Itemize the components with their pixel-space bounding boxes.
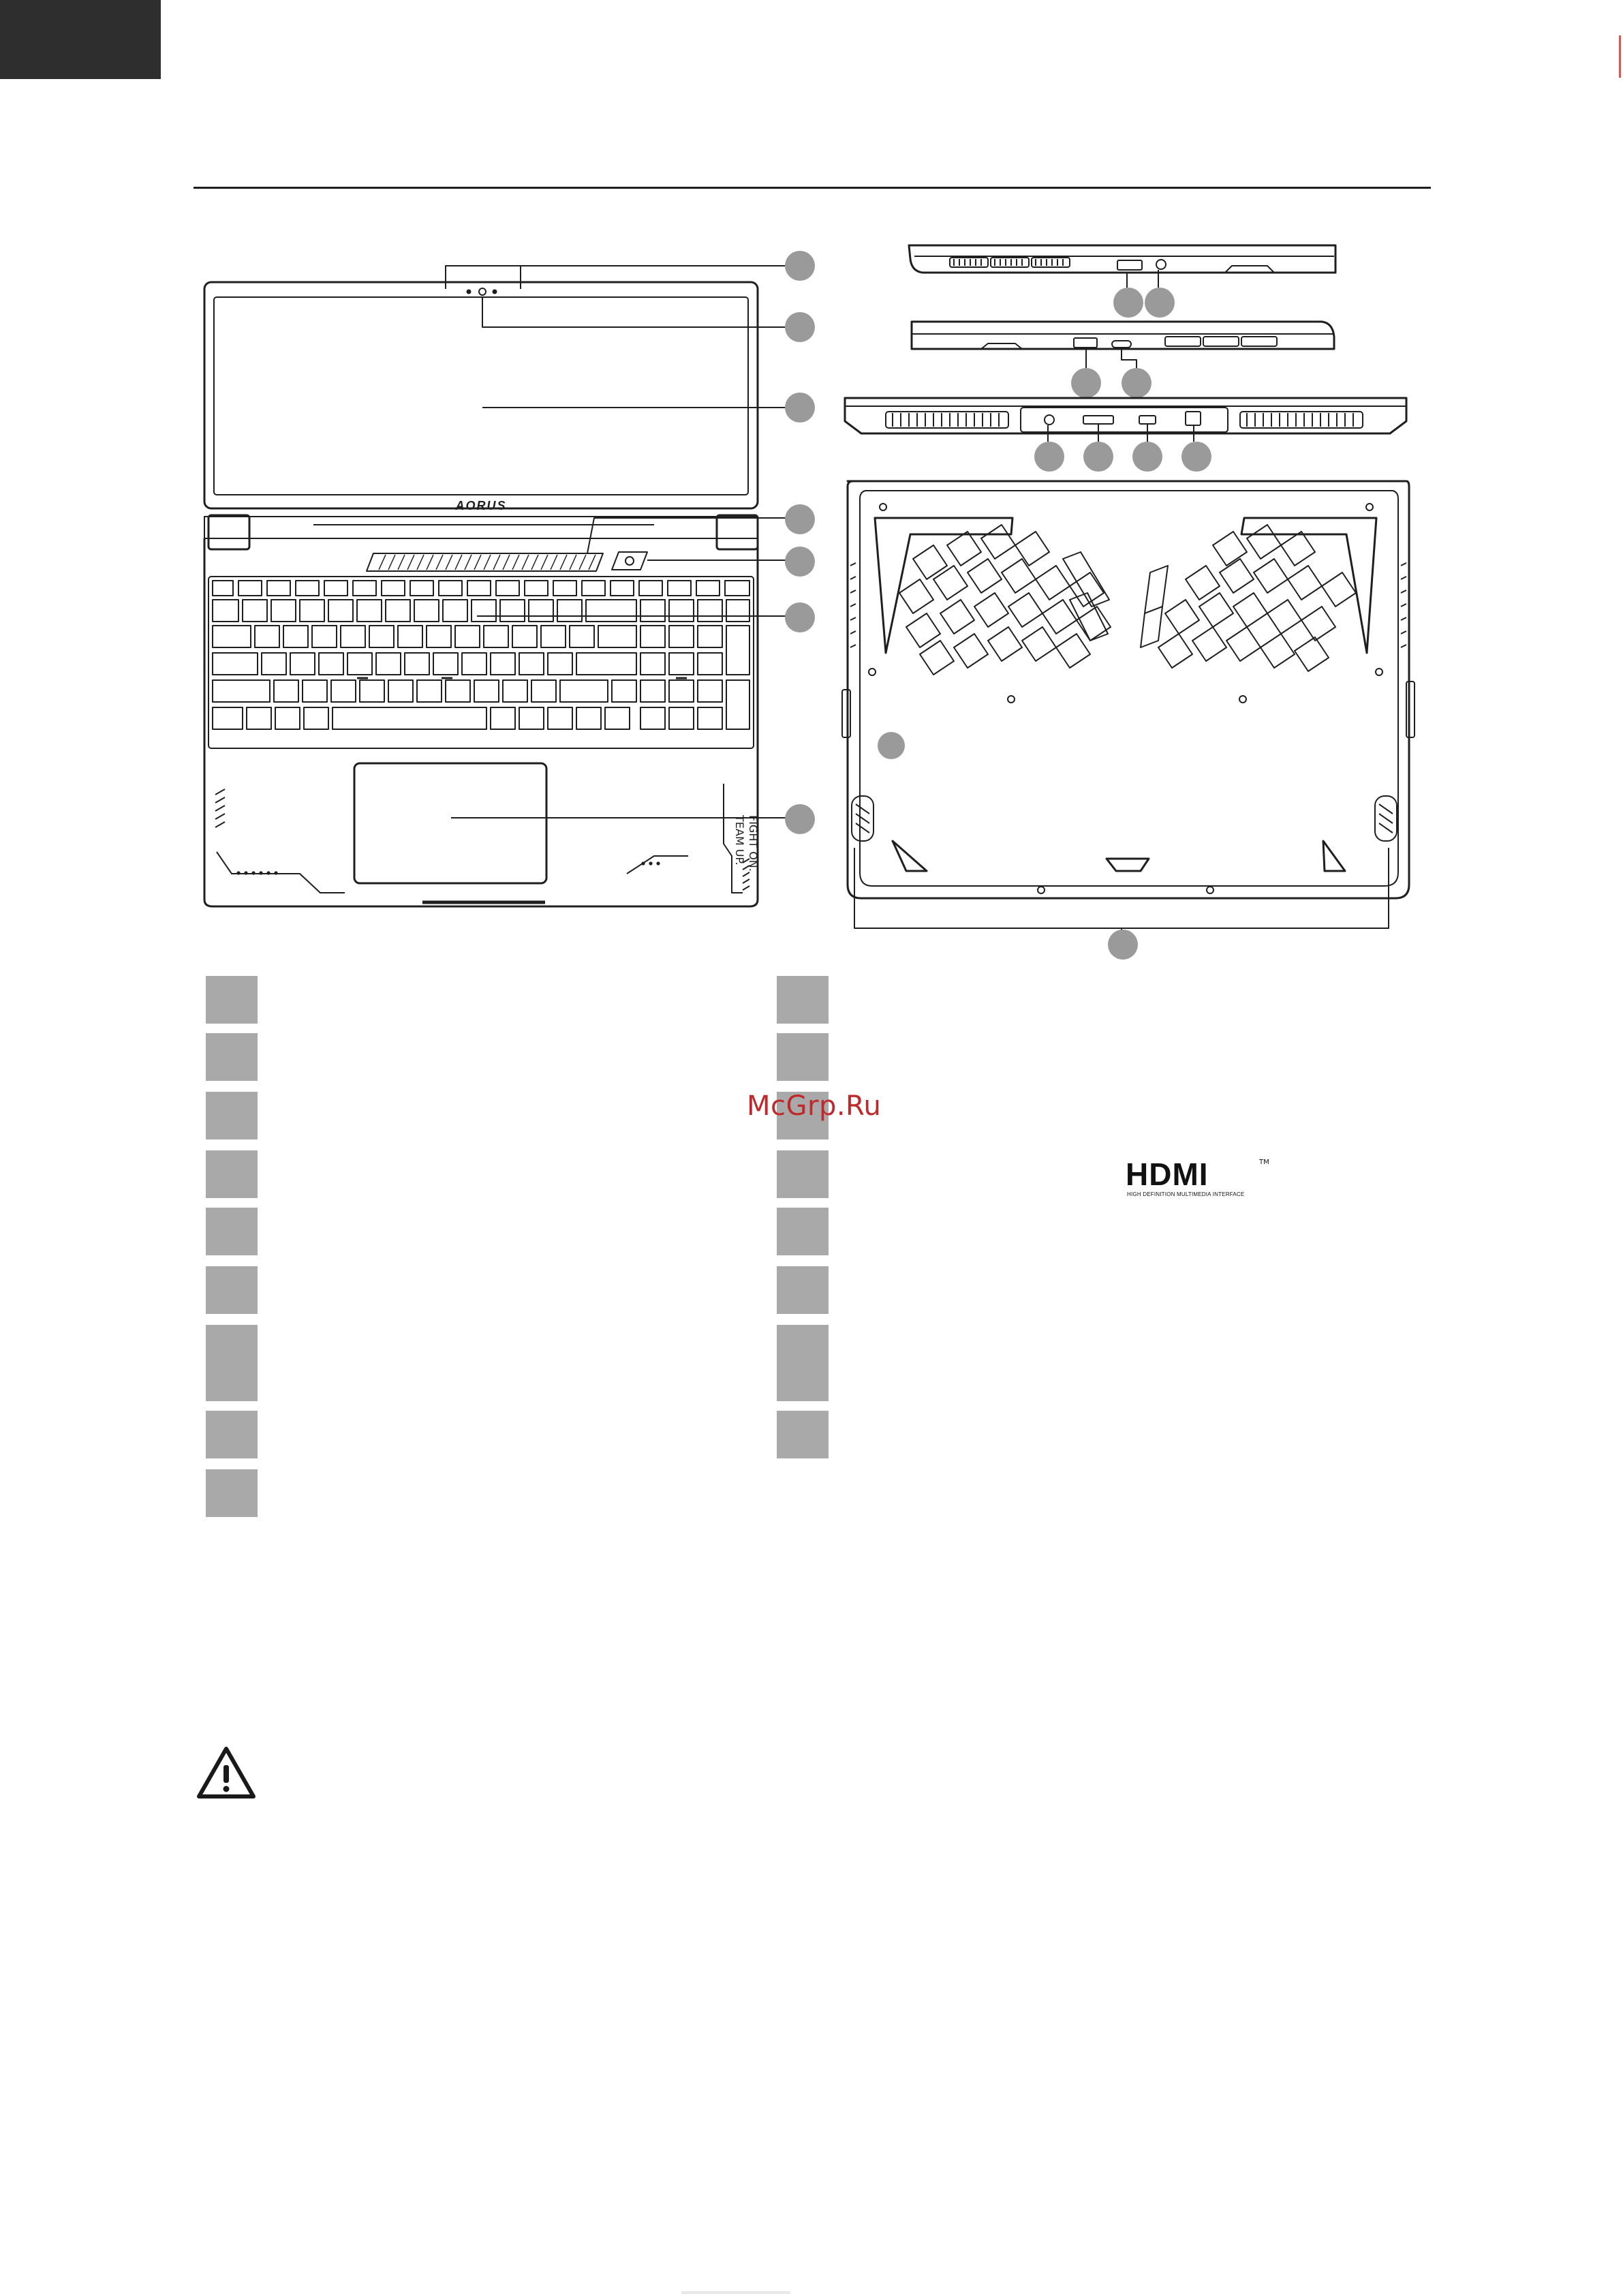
callout-lines-left [446, 266, 799, 818]
speaker-callout [1108, 930, 1138, 960]
usb-port-right [1074, 338, 1097, 348]
palmrest-slogan-line2: FIGHT ON. [747, 815, 760, 872]
rubber-feet [893, 841, 1345, 871]
side-right-vents [1165, 337, 1277, 346]
page-bottom-mark [681, 2291, 790, 2294]
legend-marker-right-4 [777, 1150, 829, 1198]
audio-jack [1156, 260, 1166, 269]
laptop-base [204, 538, 758, 906]
intake-grid-left [899, 525, 1111, 675]
brand-logo: AORUS [455, 499, 507, 512]
usb-port-left [1117, 260, 1142, 270]
hdmi-wordmark: HDMI [1126, 1157, 1209, 1192]
legend-marker-right-2 [777, 1033, 829, 1081]
hinge-bar [204, 517, 758, 538]
legend-marker-left-7 [206, 1325, 258, 1401]
side-view-right [912, 322, 1334, 349]
callout-markers-left [785, 251, 815, 834]
hdmi-trademark: TM [1259, 1159, 1269, 1166]
legend-marker-left-9 [206, 1469, 258, 1517]
side-view-left [909, 245, 1335, 273]
warning-triangle-icon [195, 1745, 258, 1802]
watermark: McGrp.Ru [747, 1090, 882, 1122]
legend-marker-right-7 [777, 1325, 829, 1401]
legend-marker-right-1 [777, 976, 829, 1024]
legend-marker-left-5 [206, 1208, 258, 1255]
legend-marker-left-4 [206, 1150, 258, 1198]
side-left-vents [950, 258, 1070, 267]
power-button [612, 552, 647, 570]
mini-dp-port [1139, 416, 1156, 424]
speaker-grille-hatch [379, 555, 596, 570]
hinge-right [717, 515, 758, 549]
hinge-left [208, 515, 249, 549]
hdmi-logo [1126, 1159, 1269, 1199]
legend-marker-right-5 [777, 1208, 829, 1255]
mic-right [493, 290, 496, 293]
legend-marker-left-2 [206, 1033, 258, 1081]
legend-marker-left-1 [206, 976, 258, 1024]
bottom-speakers [852, 796, 1397, 841]
legend-marker-left-6 [206, 1266, 258, 1314]
palmrest-slogan-line1: TEAM UP. [733, 815, 746, 866]
touchpad [354, 763, 546, 883]
hdmi-tagline: HIGH DEFINITION MULTIMEDIA INTERFACE [1127, 1191, 1245, 1197]
mic-left [467, 290, 470, 293]
battery-reset-marker [878, 732, 905, 759]
intake-grid-right [1141, 525, 1356, 671]
dc-in-port [1045, 415, 1054, 425]
legend-marker-left-3 [206, 1092, 258, 1139]
usb-c-port [1112, 341, 1131, 348]
palmrest-decoration [215, 784, 749, 902]
legend-marker-left-8 [206, 1411, 258, 1458]
laptop-diagram [0, 0, 1623, 975]
hdmi-port [1083, 416, 1113, 424]
keyboard-keys [213, 581, 749, 729]
webcam [479, 288, 486, 295]
screen-lid [204, 282, 758, 508]
rear-vents [886, 412, 1363, 428]
screws [869, 504, 1382, 893]
legend-marker-right-6 [777, 1266, 829, 1314]
lan-port [1186, 412, 1201, 425]
legend-marker-right-8 [777, 1411, 829, 1458]
bottom-view [848, 481, 1409, 898]
